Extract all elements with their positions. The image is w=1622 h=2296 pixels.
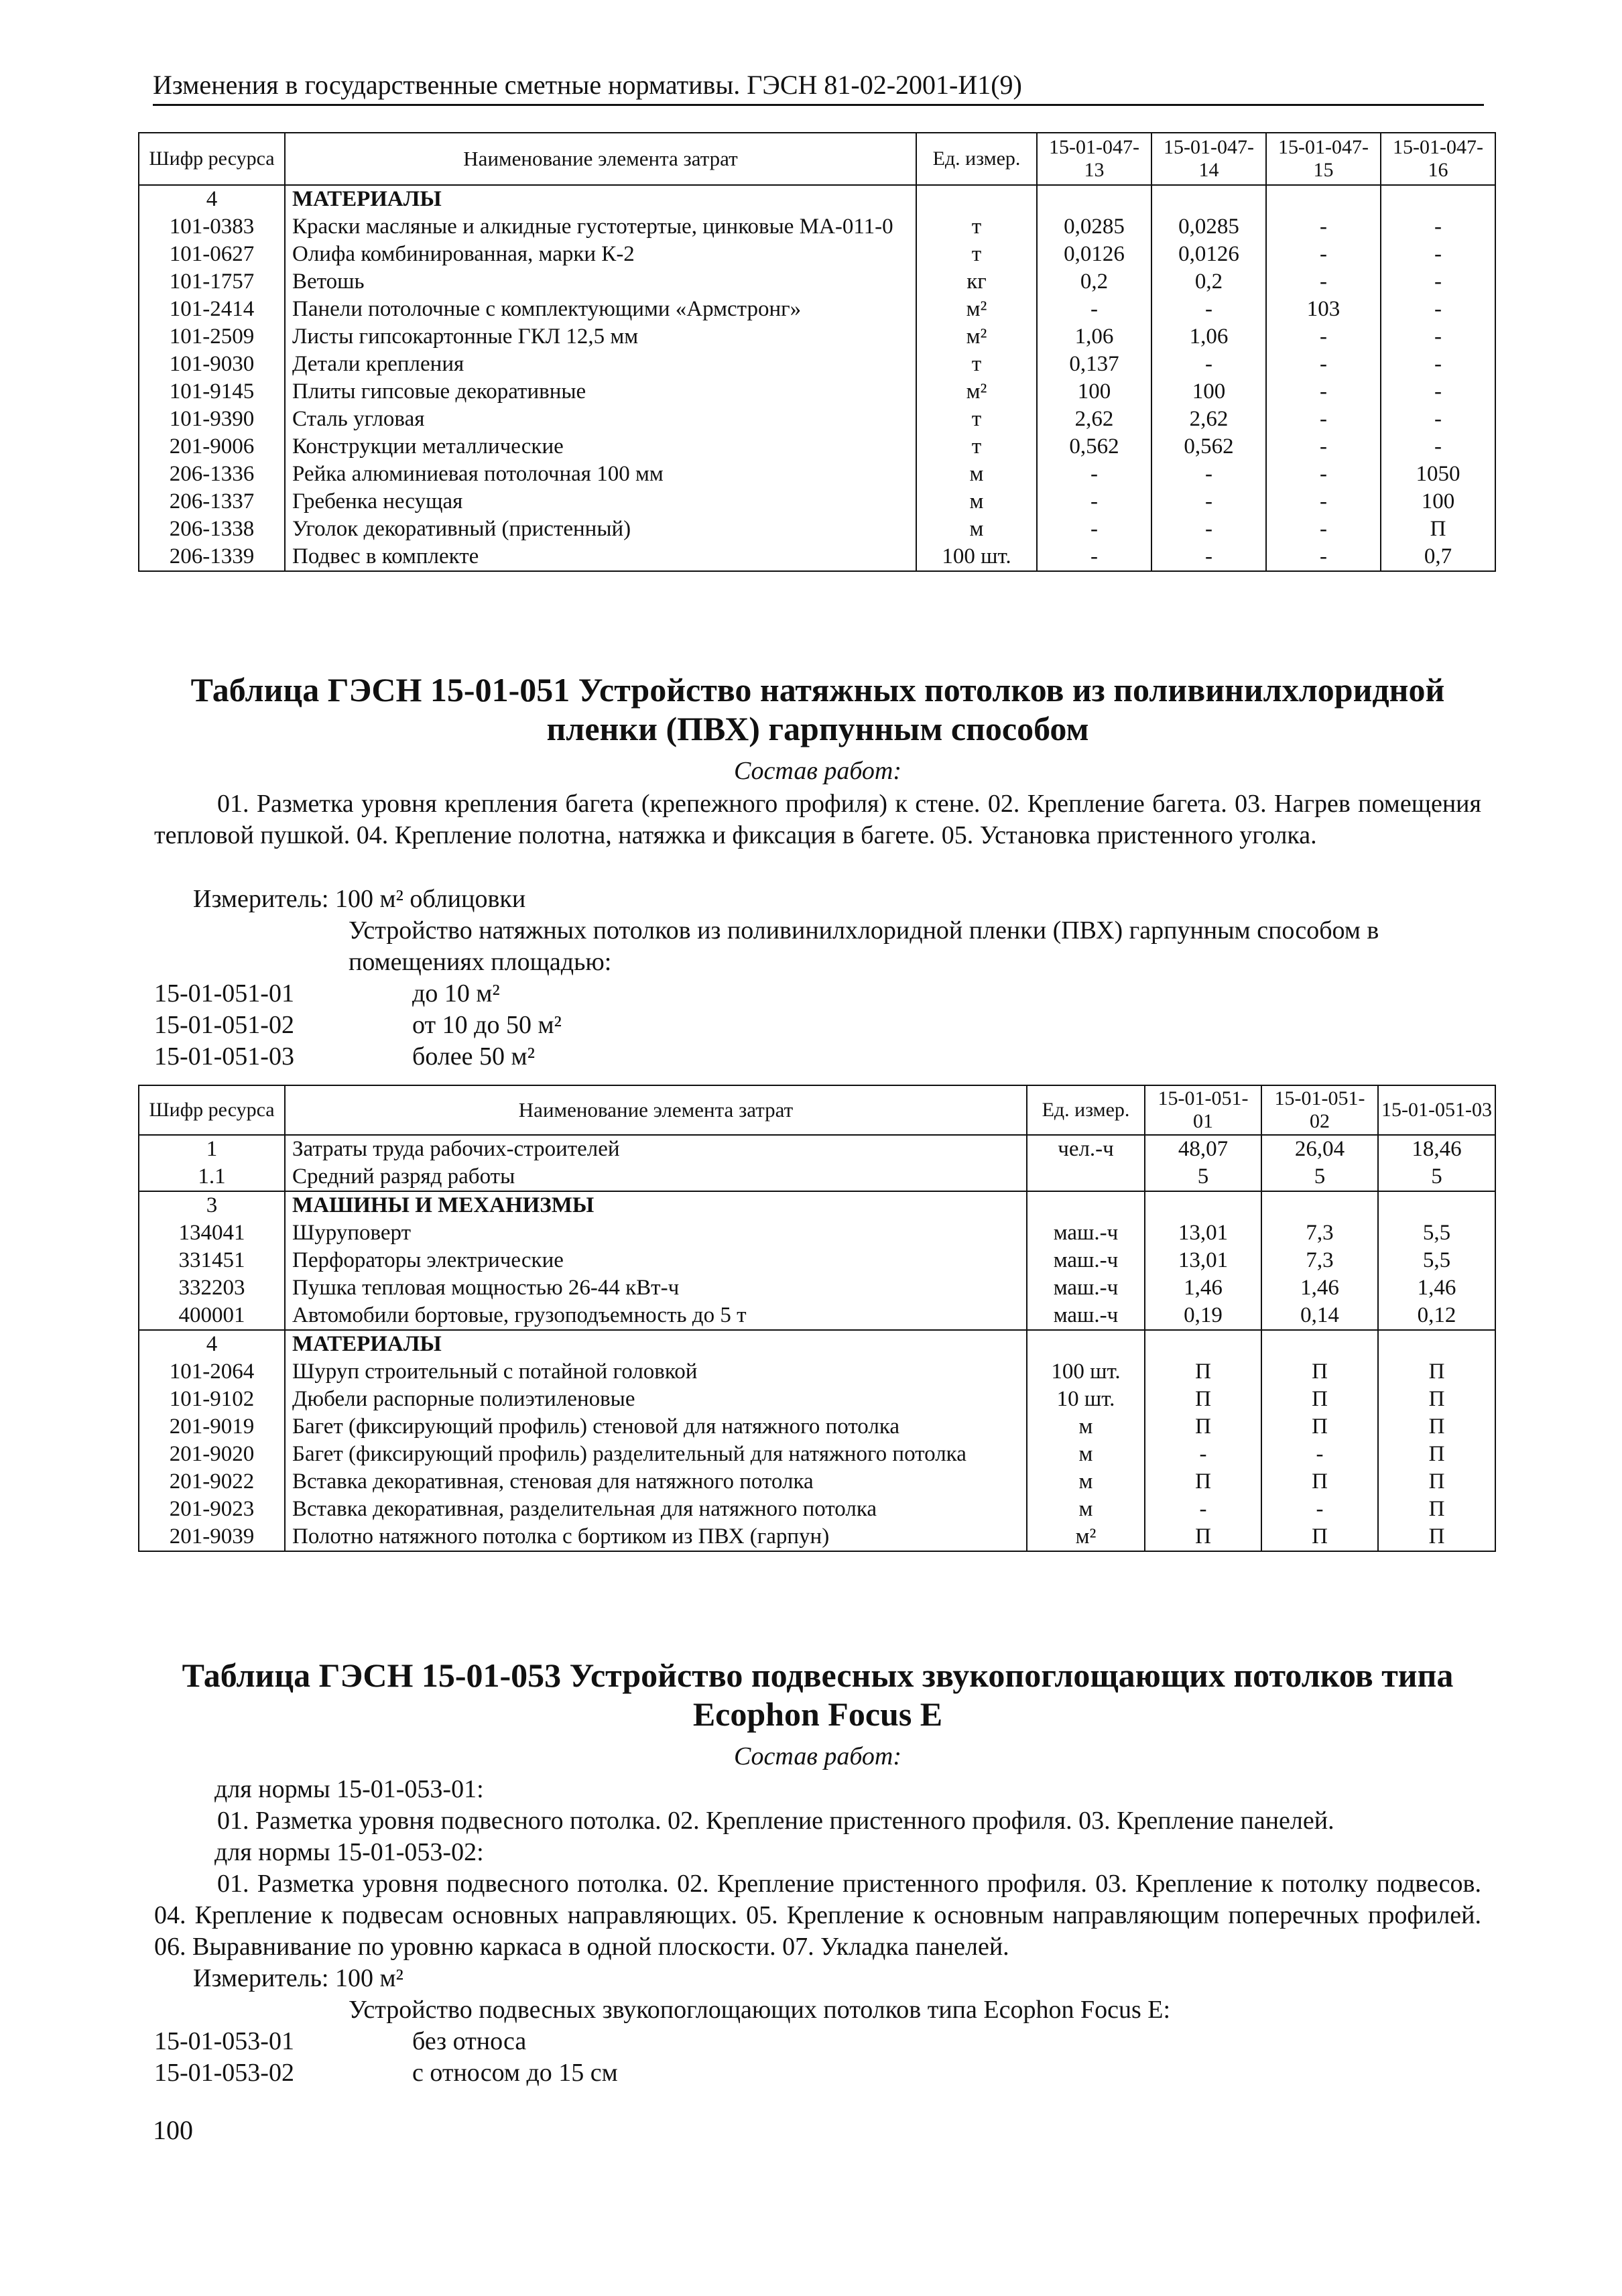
unit-cell: м² [916, 378, 1037, 406]
unit-cell: т [916, 241, 1037, 268]
value-cell: - [1381, 406, 1495, 433]
unit-cell: маш.-ч [1027, 1219, 1145, 1247]
table-row [139, 378, 1495, 406]
table-row [139, 488, 1495, 516]
value-cell: 0,0285 [1151, 213, 1266, 241]
unit-cell [916, 185, 1037, 213]
resource-code-cell: 201-9039 [139, 1523, 285, 1551]
resource-name-cell: Уголок декоративный (пристенный) [285, 516, 916, 543]
value-cell: П [1261, 1468, 1378, 1496]
resource-table-051 [138, 1085, 1496, 1552]
norm-code: 15-01-051-03 [154, 1042, 294, 1071]
value-cell: - [1037, 516, 1151, 543]
table-row [139, 185, 1495, 213]
column-header: Ед. измер. [916, 133, 1037, 185]
value-cell [1145, 1330, 1261, 1358]
title-line: пленки (ПВХ) гарпунным способом [546, 710, 1089, 747]
unit-cell: маш.-ч [1027, 1247, 1145, 1274]
resource-name-cell: Средний разряд работы [285, 1163, 1027, 1191]
value-cell: 2,62 [1037, 406, 1151, 433]
resource-name-cell: Перфораторы электрические [285, 1247, 1027, 1274]
work-composition-text: 01. Разметка уровня подвесного потолка. 02. Крепление пристенного профиля. 03. Крепление к потолку подвесов. 04. Крепление к подвесам основных направляющих. 05. Крепление к основным направляющим поперечных профилей. 06. Выравнивание по уровню каркаса в одной плоскости. 07. Укладка панелей. [154, 1870, 1481, 1961]
table-row [139, 406, 1495, 433]
value-cell: 18,46 [1378, 1135, 1495, 1163]
column-header: 15-01-047-14 [1151, 133, 1266, 185]
column-header: Шифр ресурса [139, 1085, 285, 1135]
resource-code-cell: 201-9023 [139, 1496, 285, 1523]
value-cell: П [1261, 1413, 1378, 1441]
resource-code-cell: 101-1757 [139, 268, 285, 296]
table-row [139, 241, 1495, 268]
norm-code: 15-01-053-01 [154, 2027, 294, 2055]
value-cell: - [1151, 543, 1266, 571]
resource-code-cell: 201-9006 [139, 433, 285, 461]
value-cell: П [1378, 1523, 1495, 1551]
table-row [139, 1413, 1495, 1441]
table-body [139, 1135, 1495, 1551]
value-cell: - [1266, 461, 1381, 488]
resource-code-cell: 206-1338 [139, 516, 285, 543]
value-cell: 1,46 [1378, 1274, 1495, 1302]
value-cell [1145, 1191, 1261, 1219]
value-cell: П [1378, 1386, 1495, 1413]
resource-code-cell: 4 [139, 1330, 285, 1358]
value-cell: - [1266, 516, 1381, 543]
value-cell: П [1145, 1468, 1261, 1496]
value-cell: 0,562 [1151, 433, 1266, 461]
value-cell: 5 [1378, 1163, 1495, 1191]
resource-code-cell: 201-9020 [139, 1441, 285, 1468]
norm-code: 15-01-053-02 [154, 2059, 294, 2087]
table-row [139, 296, 1495, 323]
column-header: Наименование элемента затрат [285, 1085, 1027, 1135]
resource-name-cell: Панели потолочные с комплектующими «Армстронг» [285, 296, 916, 323]
value-cell: - [1381, 351, 1495, 378]
value-cell: - [1261, 1441, 1378, 1468]
table-row [139, 1468, 1495, 1496]
resource-code-cell: 101-9030 [139, 351, 285, 378]
value-cell: 0,137 [1037, 351, 1151, 378]
value-cell: - [1037, 461, 1151, 488]
value-cell: П [1145, 1386, 1261, 1413]
value-cell [1261, 1191, 1378, 1219]
column-header: 15-01-051-02 [1261, 1085, 1378, 1135]
value-cell: 5,5 [1378, 1219, 1495, 1247]
value-cell: 7,3 [1261, 1219, 1378, 1247]
value-cell: 7,3 [1261, 1247, 1378, 1274]
value-cell: П [1378, 1441, 1495, 1468]
resource-name-cell: Конструкции металлические [285, 433, 916, 461]
resource-code-cell: 101-0627 [139, 241, 285, 268]
resource-name-cell: Багет (фиксирующий профиль) разделительный для натяжного потолка [285, 1441, 1027, 1468]
work-composition-heading: Состав работ: [733, 757, 902, 785]
resource-code-cell: 206-1336 [139, 461, 285, 488]
value-cell [1381, 185, 1495, 213]
table-row [139, 433, 1495, 461]
unit-cell: т [916, 213, 1037, 241]
page-number: 100 [153, 2115, 193, 2145]
table-row [139, 1523, 1495, 1551]
unit-cell: м [916, 461, 1037, 488]
value-cell: 1050 [1381, 461, 1495, 488]
value-cell [1151, 185, 1266, 213]
value-cell: - [1151, 296, 1266, 323]
work-composition-text: 01. Разметка уровня подвесного потолка. 02. Крепление пристенного профиля. 03. Крепление панелей. [217, 1807, 1334, 1835]
value-cell: П [1145, 1523, 1261, 1551]
resource-name-cell: МАШИНЫ И МЕХАНИЗМЫ [285, 1191, 1027, 1219]
measure-unit: Измеритель: 100 м² облицовки [193, 885, 526, 913]
table-row [139, 323, 1495, 351]
value-cell: 100 [1381, 488, 1495, 516]
value-cell: - [1261, 1496, 1378, 1523]
value-cell: 5 [1145, 1163, 1261, 1191]
value-cell: 0,0126 [1037, 241, 1151, 268]
resource-code-cell: 101-0383 [139, 213, 285, 241]
resource-code-cell: 101-9390 [139, 406, 285, 433]
table-row [139, 1219, 1495, 1247]
table-row [139, 213, 1495, 241]
value-cell: П [1378, 1496, 1495, 1523]
value-cell: П [1145, 1413, 1261, 1441]
resource-code-cell: 1 [139, 1135, 285, 1163]
resource-name-cell: Вставка декоративная, разделительная для натяжного потолка [285, 1496, 1027, 1523]
table-row [139, 1163, 1495, 1191]
unit-cell: 10 шт. [1027, 1386, 1145, 1413]
table-row [139, 1330, 1495, 1358]
resource-code-cell: 101-2509 [139, 323, 285, 351]
value-cell: П [1261, 1358, 1378, 1386]
value-cell: - [1381, 323, 1495, 351]
resource-name-cell: Автомобили бортовые, грузоподъемность до 5 т [285, 1302, 1027, 1330]
value-cell: 1,46 [1261, 1274, 1378, 1302]
value-cell: - [1266, 433, 1381, 461]
unit-cell: м² [1027, 1523, 1145, 1551]
table-row [139, 1496, 1495, 1523]
unit-cell: м [916, 516, 1037, 543]
table-row [139, 516, 1495, 543]
unit-cell: 100 шт. [1027, 1358, 1145, 1386]
value-cell: - [1266, 543, 1381, 571]
unit-cell: м [1027, 1413, 1145, 1441]
table-row [139, 1386, 1495, 1413]
resource-code-cell: 4 [139, 185, 285, 213]
unit-cell: кг [916, 268, 1037, 296]
norm-description: от 10 до 50 м² [412, 1011, 562, 1039]
resource-code-cell: 201-9019 [139, 1413, 285, 1441]
resource-code-cell: 101-2414 [139, 296, 285, 323]
resource-name-cell: Гребенка несущая [285, 488, 916, 516]
value-cell: 103 [1266, 296, 1381, 323]
unit-cell: маш.-ч [1027, 1302, 1145, 1330]
title-line: Ecophon Focus E [692, 1695, 943, 1733]
resource-code-cell: 331451 [139, 1247, 285, 1274]
table-row [139, 1302, 1495, 1330]
column-header: Шифр ресурса [139, 133, 285, 185]
table-title-051 [134, 670, 1501, 748]
unit-cell [1027, 1191, 1145, 1219]
value-cell: - [1266, 241, 1381, 268]
table-row [139, 1135, 1495, 1163]
value-cell: - [1037, 488, 1151, 516]
work-composition-text: 01. Разметка уровня крепления багета (крепежного профиля) к стене. 02. Крепление багета. 03. Нагрев помещения тепловой пушкой. 04. Крепление полотна, натяжка и фиксация в багете. 05. Установка пристенного уголка. [154, 790, 1481, 849]
value-cell: 5 [1261, 1163, 1378, 1191]
resource-code-cell: 400001 [139, 1302, 285, 1330]
value-cell: 1,06 [1037, 323, 1151, 351]
value-cell: 0,14 [1261, 1302, 1378, 1330]
value-cell: 13,01 [1145, 1247, 1261, 1274]
resource-code-cell: 1.1 [139, 1163, 285, 1191]
norm-code: 15-01-051-01 [154, 979, 294, 1008]
work-composition-heading: Состав работ: [733, 1742, 902, 1770]
value-cell: - [1037, 296, 1151, 323]
value-cell: П [1378, 1358, 1495, 1386]
column-header: 15-01-051-03 [1378, 1085, 1495, 1135]
unit-cell [1027, 1163, 1145, 1191]
column-header: 15-01-051-01 [1145, 1085, 1261, 1135]
value-cell: - [1266, 406, 1381, 433]
unit-cell: м [916, 488, 1037, 516]
table-row [139, 1358, 1495, 1386]
resource-name-cell: Вставка декоративная, стеновая для натяжного потолка [285, 1468, 1027, 1496]
resource-name-cell: Ветошь [285, 268, 916, 296]
table-title-053 [134, 1656, 1501, 1734]
value-cell: - [1151, 488, 1266, 516]
norm-code: 15-01-051-02 [154, 1011, 294, 1039]
value-cell: 13,01 [1145, 1219, 1261, 1247]
title-line: Таблица ГЭСН 15-01-051 Устройство натяжных потолков из поливинилхлоридной [190, 671, 1445, 709]
value-cell: - [1266, 323, 1381, 351]
value-cell: 0,19 [1145, 1302, 1261, 1330]
value-cell: - [1381, 296, 1495, 323]
value-cell: П [1378, 1413, 1495, 1441]
value-cell: П [1261, 1386, 1378, 1413]
value-cell: 0,2 [1037, 268, 1151, 296]
value-cell: - [1381, 433, 1495, 461]
value-cell: 0,2 [1151, 268, 1266, 296]
norm-reference: для нормы 15-01-053-01: [214, 1775, 484, 1803]
table-row [139, 351, 1495, 378]
resource-code-cell: 332203 [139, 1274, 285, 1302]
column-header: 15-01-047-15 [1266, 133, 1381, 185]
resource-name-cell: Листы гипсокартонные ГКЛ 12,5 мм [285, 323, 916, 351]
resource-name-cell: Подвес в комплекте [285, 543, 916, 571]
resource-code-cell: 206-1339 [139, 543, 285, 571]
unit-cell [1027, 1330, 1145, 1358]
value-cell [1261, 1330, 1378, 1358]
value-cell: - [1151, 516, 1266, 543]
resource-name-cell: Сталь угловая [285, 406, 916, 433]
value-cell: 1,46 [1145, 1274, 1261, 1302]
norm-description: с относом до 15 см [412, 2059, 618, 2087]
value-cell: П [1381, 516, 1495, 543]
value-cell: П [1145, 1358, 1261, 1386]
norm-reference: для нормы 15-01-053-02: [214, 1838, 484, 1866]
resource-code-cell: 201-9022 [139, 1468, 285, 1496]
norm-description: более 50 м² [412, 1042, 535, 1071]
unit-cell: м [1027, 1468, 1145, 1496]
column-header: 15-01-047-13 [1037, 133, 1151, 185]
resource-name-cell: МАТЕРИАЛЫ [285, 185, 916, 213]
unit-cell: м [1027, 1441, 1145, 1468]
title-line: Таблица ГЭСН 15-01-053 Устройство подвесных звукопоглощающих потолков типа [182, 1656, 1454, 1694]
unit-cell: т [916, 351, 1037, 378]
unit-cell: 100 шт. [916, 543, 1037, 571]
value-cell: - [1266, 488, 1381, 516]
value-cell: 100 [1037, 378, 1151, 406]
resource-name-cell: Шуруп строительный с потайной головкой [285, 1358, 1027, 1386]
unit-cell: чел.-ч [1027, 1135, 1145, 1163]
value-cell: - [1037, 543, 1151, 571]
value-cell: 100 [1151, 378, 1266, 406]
value-cell: 0,0285 [1037, 213, 1151, 241]
value-cell: 5,5 [1378, 1247, 1495, 1274]
column-header: Наименование элемента затрат [285, 133, 916, 185]
value-cell: - [1381, 213, 1495, 241]
value-cell: 0,7 [1381, 543, 1495, 571]
table-row [139, 1247, 1495, 1274]
norm-intro: Устройство подвесных звукопоглощающих потолков типа Ecophon Focus E: [349, 1996, 1171, 2024]
value-cell: - [1151, 461, 1266, 488]
value-cell: 0,0126 [1151, 241, 1266, 268]
norm-description: до 10 м² [412, 979, 500, 1008]
unit-cell: м² [916, 323, 1037, 351]
value-cell: - [1266, 213, 1381, 241]
column-header: Ед. измер. [1027, 1085, 1145, 1135]
value-cell: - [1145, 1441, 1261, 1468]
value-cell: 48,07 [1145, 1135, 1261, 1163]
value-cell: П [1378, 1468, 1495, 1496]
resource-name-cell: МАТЕРИАЛЫ [285, 1330, 1027, 1358]
column-header: 15-01-047-16 [1381, 133, 1495, 185]
resource-code-cell: 101-9145 [139, 378, 285, 406]
value-cell [1037, 185, 1151, 213]
table-row [139, 1191, 1495, 1219]
value-cell: 2,62 [1151, 406, 1266, 433]
table-row [139, 1274, 1495, 1302]
resource-name-cell: Рейка алюминиевая потолочная 100 мм [285, 461, 916, 488]
resource-code-cell: 101-2064 [139, 1358, 285, 1386]
resource-name-cell: Дюбели распорные полиэтиленовые [285, 1386, 1027, 1413]
value-cell: - [1381, 241, 1495, 268]
resource-name-cell: Краски масляные и алкидные густотертые, цинковые МА-011-0 [285, 213, 916, 241]
resource-name-cell: Шуруповерт [285, 1219, 1027, 1247]
resource-name-cell: Затраты труда рабочих-строителей [285, 1135, 1027, 1163]
resource-name-cell: Плиты гипсовые декоративные [285, 378, 916, 406]
value-cell: - [1381, 378, 1495, 406]
value-cell: - [1145, 1496, 1261, 1523]
table-row [139, 461, 1495, 488]
value-cell: - [1151, 351, 1266, 378]
value-cell: - [1266, 351, 1381, 378]
value-cell: - [1266, 378, 1381, 406]
value-cell: 1,06 [1151, 323, 1266, 351]
value-cell: П [1261, 1523, 1378, 1551]
resource-name-cell: Детали крепления [285, 351, 916, 378]
table-row [139, 268, 1495, 296]
resource-table-047 [138, 132, 1496, 572]
table-row [139, 543, 1495, 571]
running-header: Изменения в государственные сметные нормативы. ГЭСН 81-02-2001-И1(9) [153, 69, 1484, 106]
resource-code-cell: 134041 [139, 1219, 285, 1247]
unit-cell: т [916, 433, 1037, 461]
resource-name-cell: Полотно натяжного потолка с бортиком из ПВХ (гарпун) [285, 1523, 1027, 1551]
value-cell [1266, 185, 1381, 213]
table-body [139, 185, 1495, 571]
resource-name-cell: Олифа комбинированная, марки К-2 [285, 241, 916, 268]
resource-name-cell: Пушка тепловая мощностью 26-44 кВт-ч [285, 1274, 1027, 1302]
norm-description: без относа [412, 2027, 527, 2055]
value-cell: 0,562 [1037, 433, 1151, 461]
resource-name-cell: Багет (фиксирующий профиль) стеновой для натяжного потолка [285, 1413, 1027, 1441]
norm-intro: Устройство натяжных потолков из поливинилхлоридной пленки (ПВХ) гарпунным способом в помещениях площадью: [349, 916, 1379, 976]
table-row [139, 1441, 1495, 1468]
value-cell [1378, 1191, 1495, 1219]
resource-code-cell: 101-9102 [139, 1386, 285, 1413]
resource-code-cell: 206-1337 [139, 488, 285, 516]
unit-cell: маш.-ч [1027, 1274, 1145, 1302]
value-cell: 0,12 [1378, 1302, 1495, 1330]
value-cell: - [1381, 268, 1495, 296]
unit-cell: м [1027, 1496, 1145, 1523]
measure-unit: Измеритель: 100 м² [193, 1964, 403, 1992]
value-cell: - [1266, 268, 1381, 296]
unit-cell: т [916, 406, 1037, 433]
resource-code-cell: 3 [139, 1191, 285, 1219]
unit-cell: м² [916, 296, 1037, 323]
value-cell: 26,04 [1261, 1135, 1378, 1163]
value-cell [1378, 1330, 1495, 1358]
